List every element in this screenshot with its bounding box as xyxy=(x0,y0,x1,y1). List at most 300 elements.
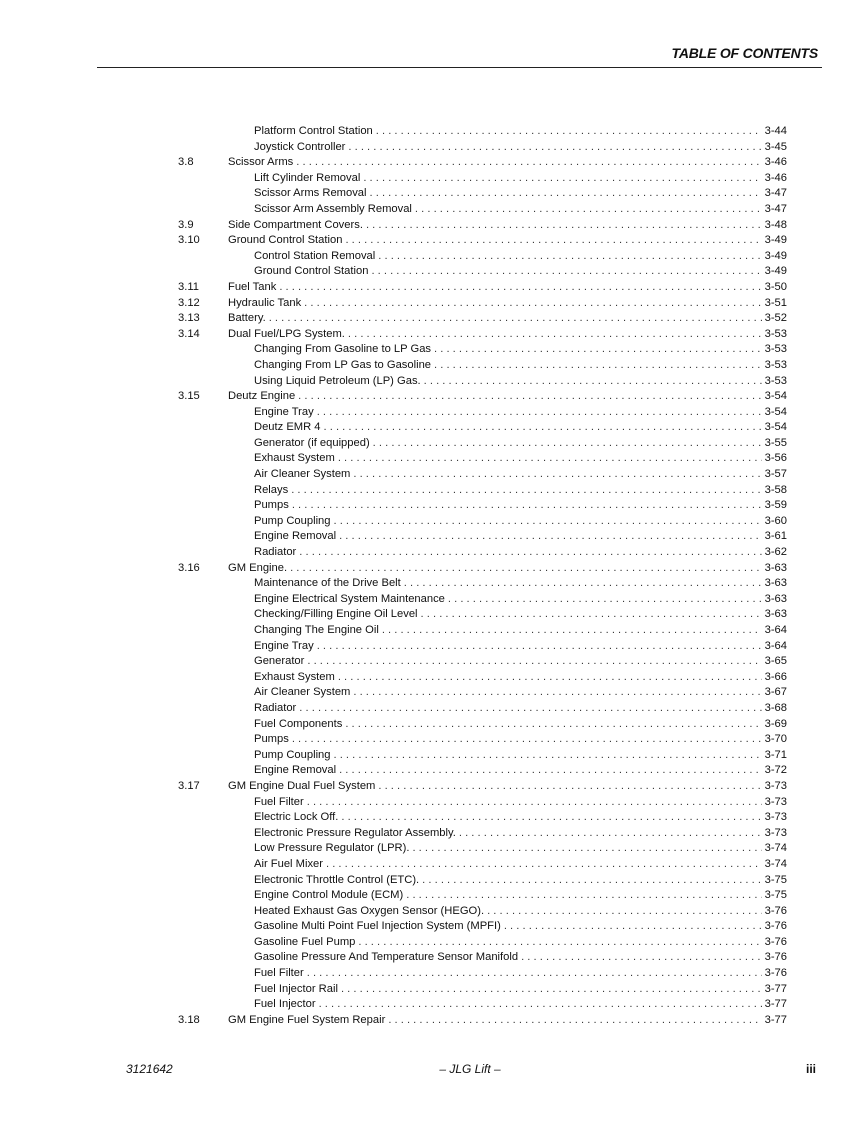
toc-entry-title: Fuel Injector Rail xyxy=(254,982,338,995)
toc-entry-line xyxy=(254,483,787,499)
toc-dot-leader xyxy=(279,280,761,296)
toc-page-number: 3-64 xyxy=(764,624,787,636)
toc-entry[interactable] xyxy=(178,155,787,171)
toc-page-number: 3-76 xyxy=(764,920,787,933)
toc-page-number: 3-51 xyxy=(764,296,787,309)
toc-page-number: 3-60 xyxy=(764,514,787,527)
toc-page-number: 3-74 xyxy=(764,857,787,870)
toc-dot-leader xyxy=(339,529,762,545)
toc-page-number: 3-46 xyxy=(764,171,787,184)
toc-entry-line xyxy=(254,436,787,452)
toc-dot-leader xyxy=(378,779,761,795)
toc-dot-leader xyxy=(370,186,762,202)
toc-entry[interactable] xyxy=(178,654,787,670)
toc-entry[interactable] xyxy=(178,1013,787,1029)
toc-entry[interactable] xyxy=(178,576,787,592)
toc-entry-line xyxy=(228,389,787,405)
toc-entry-title: Platform Control Station xyxy=(254,125,373,137)
toc-entry-line xyxy=(254,186,787,202)
toc-entry-title: Electronic Throttle Control (ETC). xyxy=(254,873,420,886)
toc-dot-leader xyxy=(326,857,762,873)
toc-entry-line xyxy=(228,561,787,577)
toc-dot-leader xyxy=(412,841,761,857)
toc-dot-leader xyxy=(292,498,762,514)
toc-entry-line xyxy=(254,592,787,608)
toc-page-number: 3-48 xyxy=(764,218,787,231)
toc-entry[interactable] xyxy=(178,280,787,296)
toc-page-number: 3-67 xyxy=(764,686,787,699)
toc-section-number: 3.18 xyxy=(178,1013,200,1026)
toc-section-number: 3.13 xyxy=(178,312,200,325)
toc-entry[interactable] xyxy=(178,748,787,764)
toc-entry-title: Engine Electrical System Maintenance xyxy=(254,592,445,605)
toc-entry-line xyxy=(254,732,787,748)
toc-entry-title: Air Cleaner System xyxy=(254,468,351,481)
toc-entry-title: Deutz Engine xyxy=(228,390,296,403)
toc-page-number: 3-77 xyxy=(764,1013,787,1026)
toc-page-number: 3-64 xyxy=(764,639,787,652)
toc-entry-line xyxy=(254,888,787,904)
toc-dot-leader xyxy=(348,140,761,156)
toc-entry-title: Scissor Arms Removal xyxy=(254,187,367,200)
toc-dot-leader xyxy=(487,904,762,920)
toc-entry-title: Maintenance of the Drive Belt xyxy=(254,577,401,590)
toc-dot-leader xyxy=(299,701,761,717)
toc-dot-leader xyxy=(324,420,762,436)
toc-entry-title: Generator (if equipped) xyxy=(254,436,370,449)
toc-page-number: 3-63 xyxy=(764,608,787,621)
footer-page-number: iii xyxy=(805,1062,816,1076)
toc-dot-leader xyxy=(434,342,762,358)
toc-dot-leader xyxy=(521,950,762,966)
toc-entry-line xyxy=(254,358,787,374)
toc-dot-leader xyxy=(504,919,762,935)
toc-dot-leader xyxy=(299,545,761,561)
toc-entry-title: GM Engine Fuel System Repair xyxy=(228,1013,386,1026)
toc-page-number: 3-50 xyxy=(764,280,787,293)
toc-entry[interactable] xyxy=(178,467,787,483)
toc-entry-title: Scissor Arms xyxy=(228,156,294,169)
toc-section-number: 3.10 xyxy=(178,234,200,247)
toc-page-number: 3-61 xyxy=(764,530,787,543)
toc-entry-title: Fuel Filter xyxy=(254,967,304,980)
toc-dot-leader xyxy=(421,607,762,623)
toc-page-number: 3-71 xyxy=(764,748,787,761)
toc-page-number: 3-56 xyxy=(764,452,787,465)
toc-page-number: 3-68 xyxy=(764,701,787,714)
toc-entry-line xyxy=(254,529,787,545)
toc-entry[interactable] xyxy=(178,249,787,265)
toc-entry-title: Checking/Filling Engine Oil Level xyxy=(254,608,418,621)
toc-entry-line xyxy=(254,670,787,686)
toc-entry-title: Joystick Controller xyxy=(254,140,346,153)
toc-entry-line xyxy=(254,342,787,358)
toc-page-number: 3-76 xyxy=(764,951,787,964)
toc-page-number: 3-49 xyxy=(764,249,787,262)
toc-entry[interactable] xyxy=(178,857,787,873)
toc-dot-leader xyxy=(448,592,762,608)
toc-entry-line xyxy=(254,701,787,717)
toc-page-number: 3-57 xyxy=(764,468,787,481)
footer-document-number: 3121642 xyxy=(126,1062,173,1076)
toc-section-number: 3.15 xyxy=(178,390,200,403)
toc-entry[interactable] xyxy=(178,124,787,140)
toc-entry-title: Low Pressure Regulator (LPR). xyxy=(254,842,410,855)
toc-page-number: 3-54 xyxy=(764,421,787,434)
toc-entry-title: Engine Control Module (ECM) xyxy=(254,889,404,902)
toc-entry-line xyxy=(254,623,787,639)
toc-page-number: 3-70 xyxy=(764,733,787,746)
toc-entry-title: Gasoline Multi Point Fuel Injection System (MPFI) xyxy=(254,920,501,933)
toc-dot-leader xyxy=(382,623,762,639)
toc-dot-leader xyxy=(291,483,761,499)
toc-dot-leader xyxy=(334,748,762,764)
toc-entry-title: Deutz EMR 4 xyxy=(254,421,321,434)
toc-entry-line xyxy=(254,249,787,265)
toc-entry-line xyxy=(254,857,787,873)
toc-page-number: 3-45 xyxy=(764,140,787,153)
toc-section-number: 3.8 xyxy=(178,156,194,169)
toc-entry-line xyxy=(228,311,787,327)
toc-page-number: 3-75 xyxy=(764,873,787,886)
toc-dot-leader xyxy=(406,888,761,904)
toc-entry-title: Battery. xyxy=(228,312,266,325)
toc-entry[interactable] xyxy=(178,919,787,935)
toc-entry[interactable] xyxy=(178,950,787,966)
toc-entry[interactable] xyxy=(178,717,787,733)
toc-page-number: 3-44 xyxy=(764,125,787,137)
toc-page-number: 3-53 xyxy=(764,374,787,387)
toc-dot-leader xyxy=(378,249,761,265)
toc-entry[interactable] xyxy=(178,233,787,249)
toc-page-number: 3-58 xyxy=(764,483,787,496)
toc-entry[interactable] xyxy=(178,561,787,577)
toc-entry-title: Control Station Removal xyxy=(254,249,376,262)
toc-dot-leader xyxy=(334,514,762,530)
toc-dot-leader xyxy=(434,358,762,374)
toc-entry-line xyxy=(254,717,787,733)
toc-entry[interactable] xyxy=(178,296,787,312)
toc-page-number: 3-76 xyxy=(764,935,787,948)
toc-section-number: 3.12 xyxy=(178,296,200,309)
toc-entry[interactable] xyxy=(178,420,787,436)
toc-dot-leader xyxy=(373,436,762,452)
toc-page-number: 3-53 xyxy=(764,343,787,356)
toc-dot-leader xyxy=(338,670,762,686)
table-of-contents xyxy=(178,124,787,1028)
toc-page-number: 3-53 xyxy=(764,358,787,371)
toc-entry-title: Using Liquid Petroleum (LP) Gas. xyxy=(254,374,421,387)
toc-entry-title: Generator xyxy=(254,655,305,668)
toc-dot-leader xyxy=(319,997,762,1013)
toc-entry[interactable] xyxy=(178,218,787,234)
toc-entry-line xyxy=(254,685,787,701)
toc-entry-line xyxy=(254,919,787,935)
toc-page-number: 3-69 xyxy=(764,717,787,730)
toc-entry[interactable] xyxy=(178,997,787,1013)
toc-entry-title: Gasoline Pressure And Temperature Sensor Manifold xyxy=(254,951,519,964)
toc-dot-leader xyxy=(358,935,761,951)
toc-entry[interactable] xyxy=(178,623,787,639)
toc-entry[interactable] xyxy=(178,779,787,795)
toc-section-number: 3.11 xyxy=(178,280,199,293)
toc-dot-leader xyxy=(376,124,762,140)
toc-entry-title: Fuel Components xyxy=(254,717,343,730)
toc-page-number: 3-54 xyxy=(764,405,787,418)
toc-dot-leader xyxy=(317,405,762,421)
toc-entry[interactable] xyxy=(178,732,787,748)
header-rule xyxy=(97,67,822,68)
toc-page-number: 3-76 xyxy=(764,904,787,917)
toc-dot-leader xyxy=(304,296,761,312)
toc-entry-title: Ground Control Station xyxy=(228,234,343,247)
toc-entry-title: Scissor Arm Assembly Removal xyxy=(254,202,412,215)
toc-page-number: 3-62 xyxy=(764,546,787,559)
toc-entry[interactable] xyxy=(178,140,787,156)
toc-entry[interactable] xyxy=(178,311,787,327)
toc-dot-leader xyxy=(307,654,761,670)
toc-dot-leader xyxy=(424,374,762,390)
toc-entry-line xyxy=(254,795,787,811)
toc-entry[interactable] xyxy=(178,451,787,467)
toc-entry-title: GM Engine Dual Fuel System xyxy=(228,779,376,792)
toc-entry[interactable] xyxy=(178,327,787,343)
toc-page-number: 3-73 xyxy=(764,779,787,792)
toc-dot-leader xyxy=(338,451,762,467)
toc-dot-leader xyxy=(404,576,762,592)
toc-dot-leader xyxy=(353,685,761,701)
toc-entry[interactable] xyxy=(178,436,787,452)
toc-entry-line xyxy=(254,826,787,842)
toc-entry-line xyxy=(254,264,787,280)
toc-dot-leader xyxy=(290,561,762,577)
toc-entry[interactable] xyxy=(178,841,787,857)
toc-entry-title: Radiator xyxy=(254,546,297,559)
toc-entry-title: Exhaust System xyxy=(254,452,335,465)
toc-page-number: 3-59 xyxy=(764,499,787,512)
toc-page-number: 3-76 xyxy=(764,967,787,980)
toc-page-number: 3-63 xyxy=(764,592,787,605)
toc-entry-title: Fuel Tank xyxy=(228,280,277,293)
toc-entry[interactable] xyxy=(178,810,787,826)
toc-page-number: 3-53 xyxy=(764,327,787,340)
toc-section-number: 3.14 xyxy=(178,327,200,340)
toc-entry[interactable] xyxy=(178,966,787,982)
toc-entry[interactable] xyxy=(178,904,787,920)
toc-page-number: 3-77 xyxy=(764,998,787,1011)
toc-page-number: 3-49 xyxy=(764,234,787,247)
toc-entry-line xyxy=(254,654,787,670)
toc-entry-line xyxy=(228,233,787,249)
toc-entry[interactable] xyxy=(178,545,787,561)
toc-dot-leader xyxy=(353,467,761,483)
toc-page-number: 3-73 xyxy=(764,795,787,808)
toc-entry[interactable] xyxy=(178,202,787,218)
toc-entry-line xyxy=(254,997,787,1013)
toc-dot-leader xyxy=(371,264,761,280)
toc-entry-line xyxy=(228,280,787,296)
toc-entry-title: Fuel Filter xyxy=(254,795,304,808)
toc-entry[interactable] xyxy=(178,826,787,842)
toc-page-number: 3-63 xyxy=(764,577,787,590)
toc-dot-leader xyxy=(298,389,761,405)
footer-brand: – JLG Lift – xyxy=(439,1062,501,1076)
toc-entry-title: Engine Removal xyxy=(254,530,337,543)
toc-entry-line xyxy=(254,748,787,764)
toc-entry[interactable] xyxy=(178,670,787,686)
toc-entry-line xyxy=(254,639,787,655)
toc-entry[interactable] xyxy=(178,888,787,904)
toc-entry-line xyxy=(254,420,787,436)
toc-entry[interactable] xyxy=(178,342,787,358)
toc-page-number: 3-47 xyxy=(764,202,787,215)
toc-entry-title: Changing From LP Gas to Gasoline xyxy=(254,358,432,371)
toc-entry-line xyxy=(254,498,787,514)
toc-entry-title: Relays xyxy=(254,483,289,496)
toc-entry-line xyxy=(254,810,787,826)
toc-entry[interactable] xyxy=(178,982,787,998)
toc-entry[interactable] xyxy=(178,514,787,530)
toc-entry-line xyxy=(254,405,787,421)
toc-entry-line xyxy=(228,327,787,343)
toc-entry[interactable] xyxy=(178,483,787,499)
toc-page-number: 3-73 xyxy=(764,811,787,824)
toc-entry[interactable] xyxy=(178,374,787,390)
toc-entry-title: Side Compartment Covers. xyxy=(228,218,363,231)
toc-entry-line xyxy=(254,763,787,779)
toc-entry-title: Air Cleaner System xyxy=(254,686,351,699)
toc-dot-leader xyxy=(363,171,761,187)
toc-entry-title: Engine Tray xyxy=(254,639,314,652)
toc-entry[interactable] xyxy=(178,186,787,202)
toc-entry-line xyxy=(254,374,787,390)
toc-entry-line xyxy=(254,451,787,467)
toc-dot-leader xyxy=(388,1013,761,1029)
toc-entry[interactable] xyxy=(178,873,787,889)
toc-section-number: 3.9 xyxy=(178,218,194,231)
toc-entry[interactable] xyxy=(178,498,787,514)
toc-dot-leader xyxy=(345,717,761,733)
toc-entry-line xyxy=(228,155,787,171)
toc-entry[interactable] xyxy=(178,171,787,187)
toc-entry[interactable] xyxy=(178,763,787,779)
toc-entry-title: Pumps xyxy=(254,733,289,746)
toc-page-number: 3-54 xyxy=(764,390,787,403)
toc-entry-line xyxy=(228,296,787,312)
toc-entry-title: Pump Coupling xyxy=(254,514,331,527)
toc-page-number: 3-66 xyxy=(764,670,787,683)
toc-entry-title: Pumps xyxy=(254,499,289,512)
toc-entry[interactable] xyxy=(178,389,787,405)
toc-entry-line xyxy=(254,607,787,623)
toc-dot-leader xyxy=(292,732,762,748)
toc-entry[interactable] xyxy=(178,607,787,623)
toc-entry[interactable] xyxy=(178,795,787,811)
toc-page-number: 3-73 xyxy=(764,826,787,839)
toc-entry-line xyxy=(254,982,787,998)
toc-entry-line xyxy=(228,1013,787,1029)
toc-entry[interactable] xyxy=(178,264,787,280)
toc-dot-leader xyxy=(348,327,762,343)
toc-dot-leader xyxy=(459,826,762,842)
toc-page-number: 3-55 xyxy=(764,436,787,449)
toc-dot-leader xyxy=(307,966,762,982)
toc-dot-leader xyxy=(341,810,761,826)
toc-entry-title: Engine Removal xyxy=(254,764,337,777)
toc-entry-line xyxy=(254,545,787,561)
toc-page-number: 3-74 xyxy=(764,842,787,855)
toc-entry-title: Electronic Pressure Regulator Assembly. xyxy=(254,826,456,839)
toc-dot-leader xyxy=(307,795,762,811)
toc-entry-title: Fuel Injector xyxy=(254,998,316,1011)
toc-page-number: 3-63 xyxy=(764,561,787,574)
toc-dot-leader xyxy=(269,311,762,327)
toc-entry-title: Radiator xyxy=(254,701,297,714)
toc-entry-title: Engine Tray xyxy=(254,405,314,418)
toc-page-number: 3-49 xyxy=(764,265,787,278)
toc-entry-title: Dual Fuel/LPG System. xyxy=(228,327,345,340)
toc-entry-line xyxy=(254,904,787,920)
toc-dot-leader xyxy=(339,763,762,779)
toc-entry[interactable] xyxy=(178,935,787,951)
toc-entry-title: Pump Coupling xyxy=(254,748,331,761)
toc-entry-title: Changing From Gasoline to LP Gas xyxy=(254,343,432,356)
toc-entry-title: Hydraulic Tank xyxy=(228,296,302,309)
toc-entry[interactable] xyxy=(178,639,787,655)
toc-entry-title: Ground Control Station xyxy=(254,265,369,278)
toc-page-number: 3-52 xyxy=(764,312,787,325)
toc-entry-title: Air Fuel Mixer xyxy=(254,857,323,870)
toc-entry-line xyxy=(254,935,787,951)
toc-page-number: 3-77 xyxy=(764,982,787,995)
toc-entry-line xyxy=(254,140,787,156)
toc-dot-leader xyxy=(341,982,762,998)
toc-entry-line xyxy=(254,841,787,857)
toc-dot-leader xyxy=(345,233,761,249)
toc-dot-leader xyxy=(296,155,761,171)
toc-entry-line xyxy=(254,514,787,530)
toc-page-number: 3-75 xyxy=(764,889,787,902)
toc-page-number: 3-65 xyxy=(764,655,787,668)
toc-entry[interactable] xyxy=(178,529,787,545)
toc-entry-line xyxy=(254,467,787,483)
toc-entry-title: GM Engine. xyxy=(228,561,288,574)
toc-section-number: 3.16 xyxy=(178,561,200,574)
toc-entry-line xyxy=(228,218,787,234)
toc-entry-line xyxy=(254,576,787,592)
toc-page-number: 3-72 xyxy=(764,764,787,777)
toc-dot-leader xyxy=(317,639,762,655)
page-header-title: TABLE OF CONTENTS xyxy=(671,45,818,61)
toc-entry[interactable] xyxy=(178,685,787,701)
toc-entry-title: Heated Exhaust Gas Oxygen Sensor (HEGO). xyxy=(254,904,485,917)
toc-entry-title: Gasoline Fuel Pump xyxy=(254,935,356,948)
toc-entry[interactable] xyxy=(178,405,787,421)
toc-entry-title: Lift Cylinder Removal xyxy=(254,171,361,184)
toc-entry-line xyxy=(254,950,787,966)
toc-dot-leader xyxy=(415,202,762,218)
toc-entry-line xyxy=(254,171,787,187)
toc-entry[interactable] xyxy=(178,358,787,374)
toc-section-number: 3.17 xyxy=(178,779,200,792)
toc-dot-leader xyxy=(422,873,761,889)
toc-page-number: 3-46 xyxy=(764,156,787,169)
toc-entry[interactable] xyxy=(178,592,787,608)
toc-entry[interactable] xyxy=(178,701,787,717)
toc-entry-title: Exhaust System xyxy=(254,670,335,683)
toc-entry-line xyxy=(254,202,787,218)
toc-entry-line xyxy=(228,779,787,795)
